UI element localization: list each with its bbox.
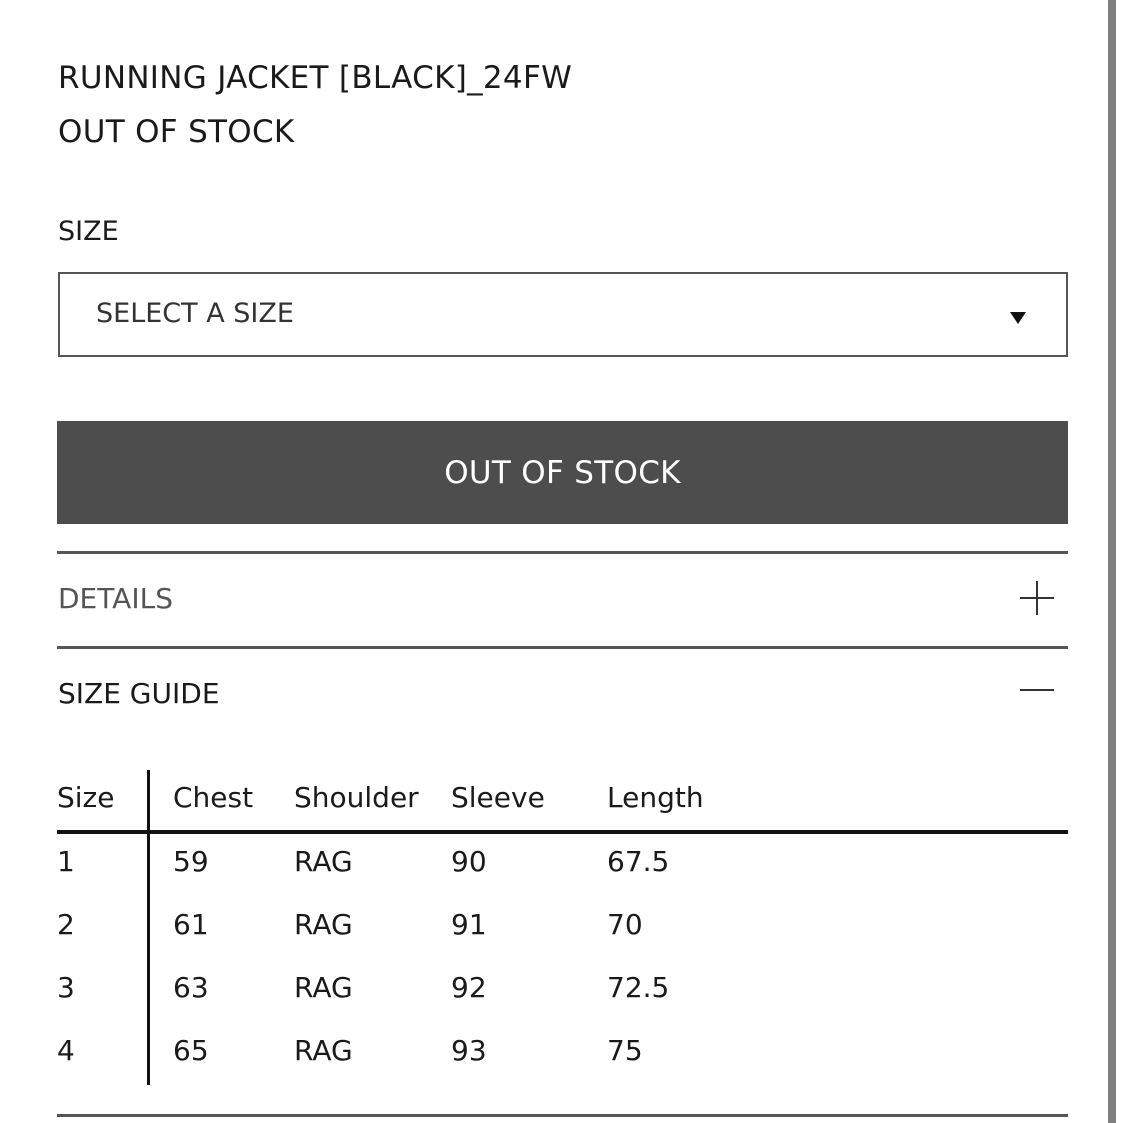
out-of-stock-button-label: OUT OF STOCK — [444, 454, 681, 491]
table-header-shoulder: Shoulder — [294, 781, 419, 814]
table-cell: 65 — [173, 1034, 209, 1067]
table-cell: 90 — [451, 845, 487, 878]
table-header-length: Length — [607, 781, 704, 814]
size-guide-accordion[interactable] — [57, 649, 1068, 741]
table-cell: 91 — [451, 908, 487, 941]
details-label: DETAILS — [58, 582, 173, 615]
table-header-chest: Chest — [173, 781, 254, 814]
details-accordion[interactable] — [57, 554, 1068, 646]
product-title: RUNNING JACKET [BLACK]_24FW — [58, 60, 573, 96]
table-cell: 72.5 — [607, 971, 670, 1004]
size-select-value: SELECT A SIZE — [96, 298, 294, 329]
table-cell: 2 — [57, 908, 75, 941]
size-guide-table — [57, 768, 1068, 1088]
out-of-stock-button[interactable] — [57, 421, 1068, 524]
table-cell: 70 — [607, 908, 643, 941]
scrollbar[interactable] — [1108, 0, 1116, 1123]
caret-down-icon — [1010, 312, 1026, 324]
table-cell: 92 — [451, 971, 487, 1004]
table-cell: RAG — [294, 908, 353, 941]
table-cell: 3 — [57, 971, 75, 1004]
size-guide-label: SIZE GUIDE — [58, 677, 220, 710]
table-cell: RAG — [294, 971, 353, 1004]
table-cell: RAG — [294, 1034, 353, 1067]
table-header-size: Size — [57, 781, 115, 814]
table-cell: 67.5 — [607, 845, 670, 878]
table-cell: RAG — [294, 845, 353, 878]
table-cell: 59 — [173, 845, 209, 878]
table-cell: 4 — [57, 1034, 75, 1067]
stock-status: OUT OF STOCK — [58, 114, 295, 150]
size-label: SIZE — [58, 216, 119, 247]
table-cell: 1 — [57, 845, 75, 878]
table-column-divider — [147, 770, 150, 1085]
table-cell: 63 — [173, 971, 209, 1004]
table-cell: 93 — [451, 1034, 487, 1067]
table-header-sleeve: Sleeve — [451, 781, 545, 814]
table-header-divider — [57, 830, 1068, 834]
divider — [57, 1114, 1068, 1117]
table-cell: 61 — [173, 908, 209, 941]
table-cell: 75 — [607, 1034, 643, 1067]
size-select[interactable] — [58, 272, 1068, 357]
minus-icon[interactable] — [1020, 689, 1054, 691]
plus-icon[interactable] — [1020, 581, 1054, 615]
